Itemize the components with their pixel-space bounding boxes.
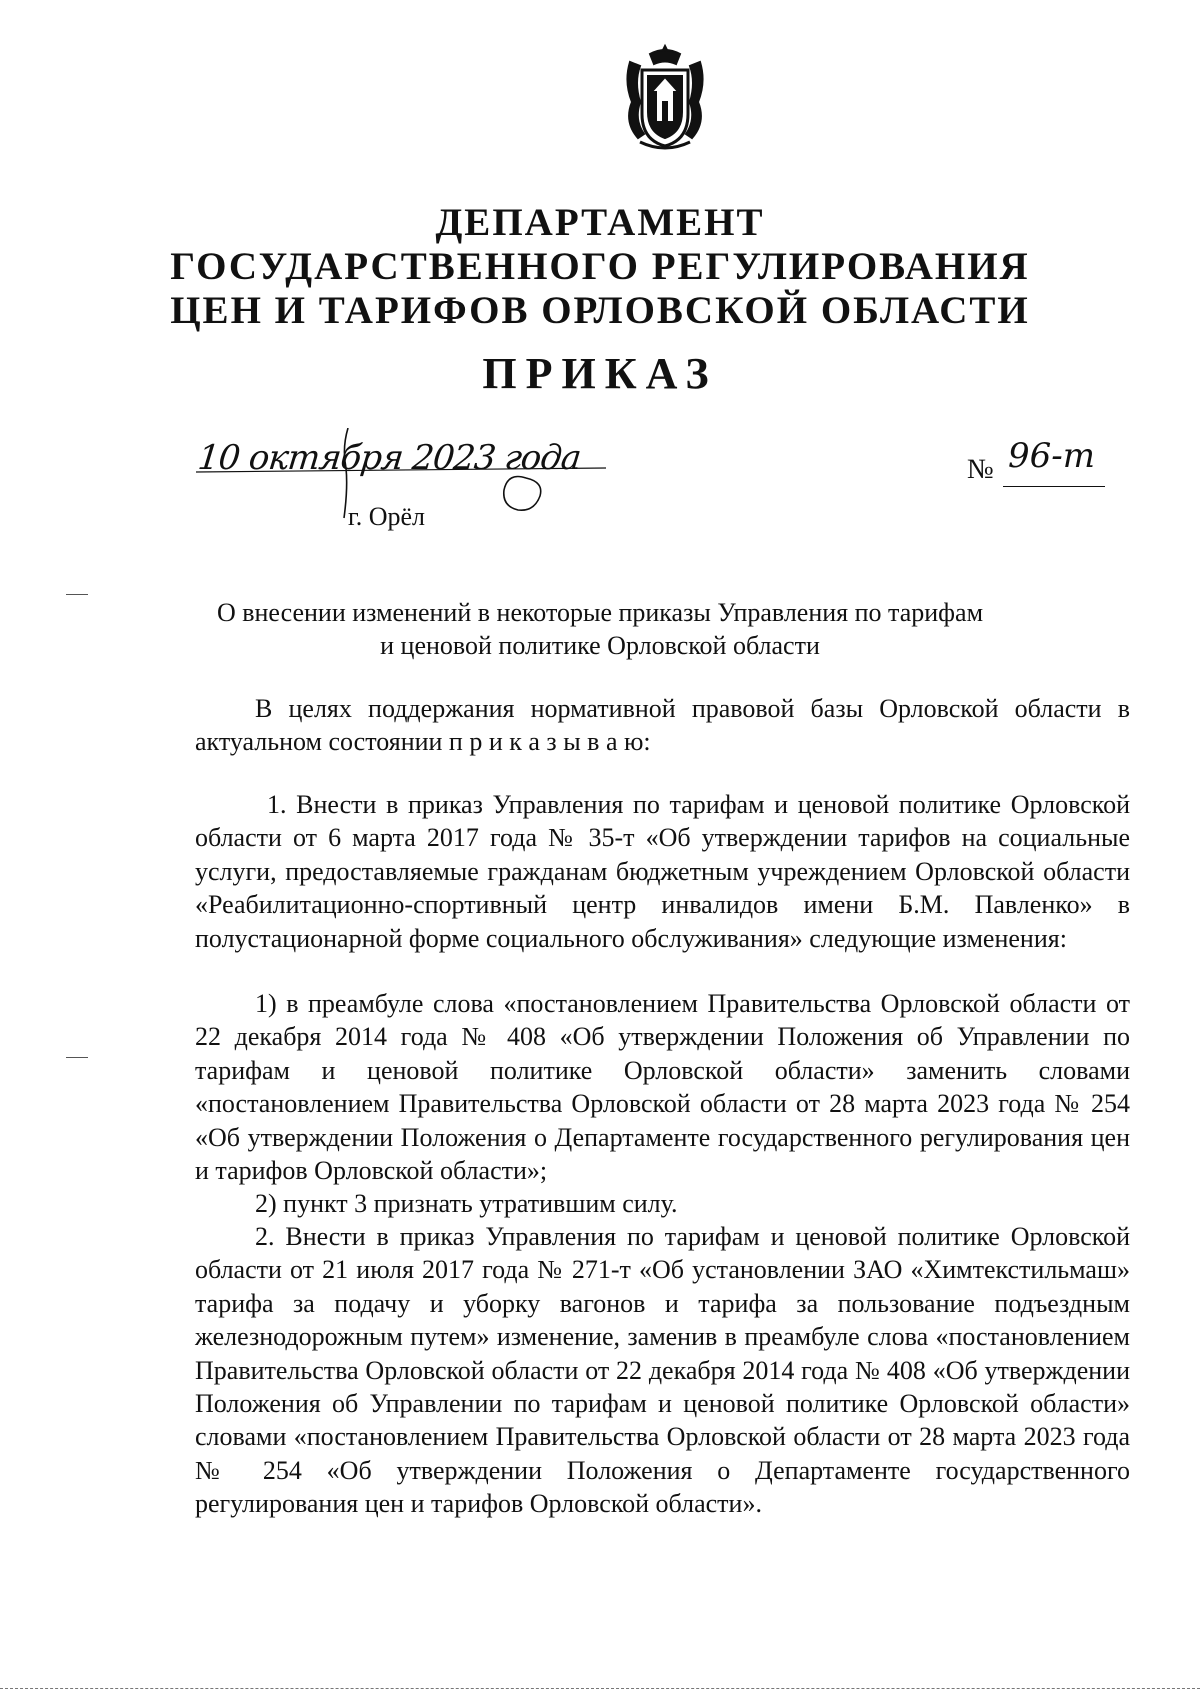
item-2-paragraph: 2. Внести в приказ Управления по тарифам и ценовой политике Орловской области от 21 июля 2017 года № 271-т «Об установлении ЗАО «Химтекстильмаш» тарифа за подачу и уборку вагонов и тарифа за пользование подъездным железнодорожным путем» изменение, заменив в преамбуле слова «постановлением Правительства Орловской области от 22 декабря 2014 года № 408 «Об утверждении Положения об Управлении по тарифам и ценовой политике Орловской области» словами «постановлением Правительства Орловской области от 28 марта 2023 года № 254 «Об утверждении Положения о Департаменте государственного регулирования цен и тарифов Орловской области». — [195, 1222, 1130, 1519]
intro-paragraph: В целях поддержания нормативной правовой базы Орловской области в актуальном состоянии п р и к а з ы в а ю: — [195, 694, 1130, 757]
coat-of-arms-emblem — [620, 42, 710, 154]
document-type-title: ПРИКАЗ — [482, 349, 718, 398]
item-1-subitem-2: 2) пункт 3 признать утратившим силу. — [255, 1189, 678, 1218]
handwritten-date: 10 октября 2023 года — [195, 438, 583, 478]
number-sign: № — [967, 454, 994, 485]
department-title-line-3: ЦЕН И ТАРИФОВ ОРЛОВСКОЙ ОБЛАСТИ — [170, 289, 1030, 332]
handwritten-document-number: 96-т — [1008, 436, 1095, 476]
department-title-line-1: ДЕПАРТАМЕНТ — [435, 201, 765, 244]
item-1-subitem-1: 1) в преамбуле слова «постановлением Правительства Орловской области от 22 декабря 2014 года № 408 «Об утверждении Положения об Управлении по тарифам и ценовой политике Орловской области» заменить словами «постановлением Правительства Орловской области от 28 марта 2023 года № 254 «Об утверждении Положения о Департаменте государственного регулирования цен и тарифов Орловской области»; — [195, 989, 1130, 1186]
margin-mark — [66, 594, 88, 595]
number-underline — [1003, 486, 1105, 487]
order-subject — [160, 596, 1040, 662]
subject-line-1: О внесении изменений в некоторые приказы Управления по тарифам — [216, 598, 984, 627]
page-bottom-edge — [0, 1688, 1200, 1689]
department-title-line-2: ГОСУДАРСТВЕННОГО РЕГУЛИРОВАНИЯ — [170, 245, 1030, 288]
city-label: г. Орёл — [348, 502, 426, 531]
subject-line-2: и ценовой политике Орловской области — [380, 631, 820, 660]
margin-mark — [66, 1057, 88, 1058]
item-1-paragraph: 1. Внести в приказ Управления по тарифам и ценовой политике Орловской области от 6 марта 2017 года № 35-т «Об утверждении тарифов на социальные услуги, предоставляемые гражданам бюджетным учреждением Орловской области «Реабилитационно-спортивный центр инвалидов имени Б.М. Павленко» в полустационарной форме социального обслуживания» следующие изменения: — [195, 790, 1130, 953]
